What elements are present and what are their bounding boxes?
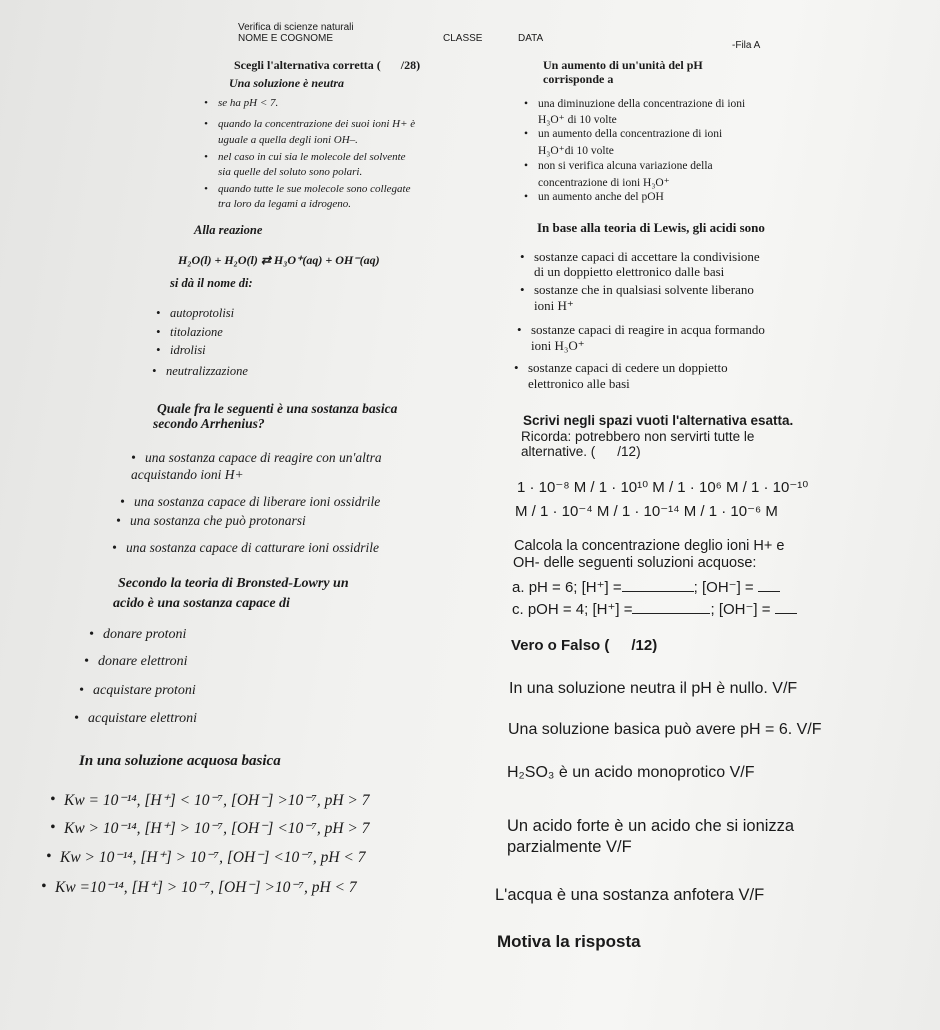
section3-title-text: Vero o Falso ( bbox=[511, 637, 610, 654]
q3-option[interactable]: • una sostanza capace di reagire con un'altra bbox=[145, 450, 382, 466]
subject-title: Verifica di scienze naturali bbox=[238, 22, 354, 33]
exercise-c-text: pOH = 4; [H⁺] = bbox=[527, 601, 633, 618]
date-label: DATA bbox=[518, 33, 544, 44]
q2-stem: Alla reazione bbox=[194, 223, 263, 237]
alternatives-line1: 1 · 10⁻⁸ M / 1 · 10¹⁰ M / 1 · 10⁶ M / 1 · 10⁻¹⁰ bbox=[517, 479, 809, 496]
q5-option[interactable]: • Kw > 10⁻¹⁴, [H⁺] > 10⁻⁷, [OH⁻] <10⁻⁷, pH > 7 bbox=[64, 819, 370, 838]
q1-option[interactable]: • nel caso in cui sia le molecole del solvente bbox=[218, 151, 406, 163]
q1-option-cont: tra loro da legami a idrogeno. bbox=[218, 198, 352, 210]
q6-option-cont: H₃O⁺di 10 volte bbox=[538, 145, 614, 157]
q3-option-cont: acquistando ioni H+ bbox=[131, 467, 244, 482]
section2-note: Ricorda: potrebbero non servirti tutte le bbox=[521, 429, 755, 444]
exercise-c-oh-label: ; [OH⁻] = bbox=[710, 601, 771, 618]
q5-option[interactable]: • Kw > 10⁻¹⁴, [H⁺] > 10⁻⁷, [OH⁻] <10⁻⁷, pH < 7 bbox=[60, 848, 366, 867]
name-label: NOME E COGNOME bbox=[238, 33, 334, 44]
q4-option[interactable]: • donare protoni bbox=[103, 627, 186, 643]
motivate-answer-label: Motiva la risposta bbox=[497, 932, 641, 951]
q7-option[interactable]: • sostanze capaci di cedere un doppietto bbox=[528, 360, 728, 376]
class-label: CLASSE bbox=[443, 33, 483, 44]
q4-stem: Secondo la teoria di Bronsted-Lowry un bbox=[118, 576, 349, 591]
q1-option-cont: uguale a quella degli ioni OH–. bbox=[218, 134, 358, 146]
true-false-statement[interactable]: Una soluzione basica può avere pH = 6. V/F bbox=[508, 721, 822, 738]
q3-stem-cont: secondo Arrhenius? bbox=[153, 416, 265, 431]
q4-option[interactable]: • acquistare elettroni bbox=[88, 711, 197, 727]
true-false-statement-cont: parzialmente V/F bbox=[507, 838, 632, 856]
exercise-a-text: pH = 6; [H⁺] = bbox=[528, 579, 622, 596]
alternatives-line2: M / 1 · 10⁻⁴ M / 1 · 10⁻¹⁴ M / 1 · 10⁻⁶ M bbox=[515, 503, 778, 520]
section3-title bbox=[511, 637, 657, 654]
q3-option[interactable]: • una sostanza che può protonarsi bbox=[130, 513, 306, 529]
section1-title-text: Scegli l'alternativa corretta ( bbox=[234, 58, 381, 72]
q7-option[interactable]: • sostanze che in qualsiasi solvente liberano bbox=[534, 282, 754, 298]
q7-option-cont: di un doppietto elettronico dalle basi bbox=[534, 264, 725, 279]
oh-concentration-blank-a[interactable] bbox=[758, 591, 780, 592]
q2-stem2: si dà il nome di: bbox=[170, 276, 253, 290]
q6-option-cont: concentrazione di ioni H₃O⁺ bbox=[538, 177, 670, 189]
row-label: -Fila A bbox=[732, 40, 761, 51]
section1-score: /28) bbox=[400, 58, 421, 72]
exercise-c bbox=[512, 600, 797, 618]
q1-stem: Una soluzione è neutra bbox=[229, 76, 345, 90]
section1-title bbox=[234, 58, 420, 73]
true-false-statement[interactable]: H₂SO₃ è un acido monoprotico V/F bbox=[507, 764, 755, 781]
exercise-a bbox=[512, 578, 780, 596]
q6-option[interactable]: • una diminuzione della concentrazione di ioni bbox=[538, 98, 745, 110]
h-concentration-blank-c[interactable] bbox=[632, 613, 710, 614]
section2-note-cont bbox=[521, 444, 641, 459]
section2-alternatives-label: alternative. ( bbox=[521, 444, 596, 459]
section3-score: /12) bbox=[631, 637, 658, 654]
q3-stem: Quale fra le seguenti è una sostanza basica bbox=[157, 401, 398, 416]
q1-option[interactable]: • quando tutte le sue molecole sono collegate bbox=[218, 183, 410, 195]
q2-option[interactable]: • neutralizzazione bbox=[166, 364, 248, 379]
q7-option-cont: ioni H⁺ bbox=[534, 298, 574, 313]
q6-option[interactable]: • un aumento della concentrazione di ioni bbox=[538, 128, 722, 140]
q2-option[interactable]: • titolazione bbox=[170, 325, 223, 340]
exercise-a-label: a. bbox=[512, 579, 525, 596]
exercise-c-label: c. bbox=[512, 601, 524, 618]
q1-option-cont: sia quelle del soluto sono polari. bbox=[218, 166, 363, 178]
q7-option-cont: elettronico alle basi bbox=[528, 376, 630, 391]
q6-option[interactable]: • un aumento anche del pOH bbox=[538, 191, 664, 203]
q4-option[interactable]: • acquistare protoni bbox=[93, 683, 196, 699]
section2-score: /12) bbox=[617, 444, 641, 459]
oh-concentration-blank-c[interactable] bbox=[775, 613, 797, 614]
q7-stem: In base alla teoria di Lewis, gli acidi sono bbox=[537, 220, 765, 235]
reaction-equation: H₂O(l) + H₂O(l) ⇄ H₃O⁺(aq) + OH⁻(aq) bbox=[178, 253, 380, 267]
q3-option[interactable]: • una sostanza capace di liberare ioni ossidrile bbox=[134, 494, 380, 510]
q6-option[interactable]: • non si verifica alcuna variazione della bbox=[538, 160, 713, 172]
q7-option-cont: ioni H₃O⁺ bbox=[531, 338, 585, 353]
true-false-statement[interactable]: In una soluzione neutra il pH è nullo. V/F bbox=[509, 680, 798, 697]
q7-option[interactable]: • sostanze capaci di reagire in acqua formando bbox=[531, 322, 765, 338]
q5-option[interactable]: • Kw = 10⁻¹⁴, [H⁺] < 10⁻⁷, [OH⁻] >10⁻⁷, pH > 7 bbox=[64, 791, 370, 810]
h-concentration-blank-a[interactable] bbox=[622, 591, 694, 592]
q4-stem-cont: acido è una sostanza capace di bbox=[113, 596, 290, 611]
true-false-statement[interactable]: Un acido forte è un acido che si ionizza bbox=[507, 817, 795, 835]
q2-option[interactable]: • idrolisi bbox=[170, 343, 206, 358]
q6-stem-cont: corrisponde a bbox=[543, 72, 614, 86]
section2-title: Scrivi negli spazi vuoti l'alternativa esatta. bbox=[523, 413, 794, 428]
q5-stem: In una soluzione acquosa basica bbox=[79, 753, 281, 769]
q6-option-cont: H₃O⁺ di 10 volte bbox=[538, 114, 617, 126]
task-text: Calcola la concentrazione deglio ioni H+ e bbox=[514, 538, 785, 554]
exercise-a-oh-label: ; [OH⁻] = bbox=[693, 579, 754, 596]
q4-option[interactable]: • donare elettroni bbox=[98, 654, 188, 670]
q6-stem: Un aumento di un'unità del pH bbox=[543, 58, 703, 72]
q5-option[interactable]: • Kw =10⁻¹⁴, [H⁺] > 10⁻⁷, [OH⁻] >10⁻⁷, pH < 7 bbox=[55, 878, 357, 897]
q1-option[interactable]: • quando la concentrazione dei suoi ioni H+ è bbox=[218, 118, 415, 130]
q1-option[interactable]: • se ha pH < 7. bbox=[218, 97, 278, 109]
q2-option[interactable]: • autoprotolisi bbox=[170, 306, 234, 321]
q7-option[interactable]: • sostanze capaci di accettare la condivisione bbox=[534, 249, 760, 265]
true-false-statement[interactable]: L'acqua è una sostanza anfotera V/F bbox=[495, 886, 765, 904]
task-text-cont: OH- delle seguenti soluzioni acquose: bbox=[513, 555, 757, 571]
q3-option[interactable]: • una sostanza capace di catturare ioni ossidrile bbox=[126, 540, 379, 556]
